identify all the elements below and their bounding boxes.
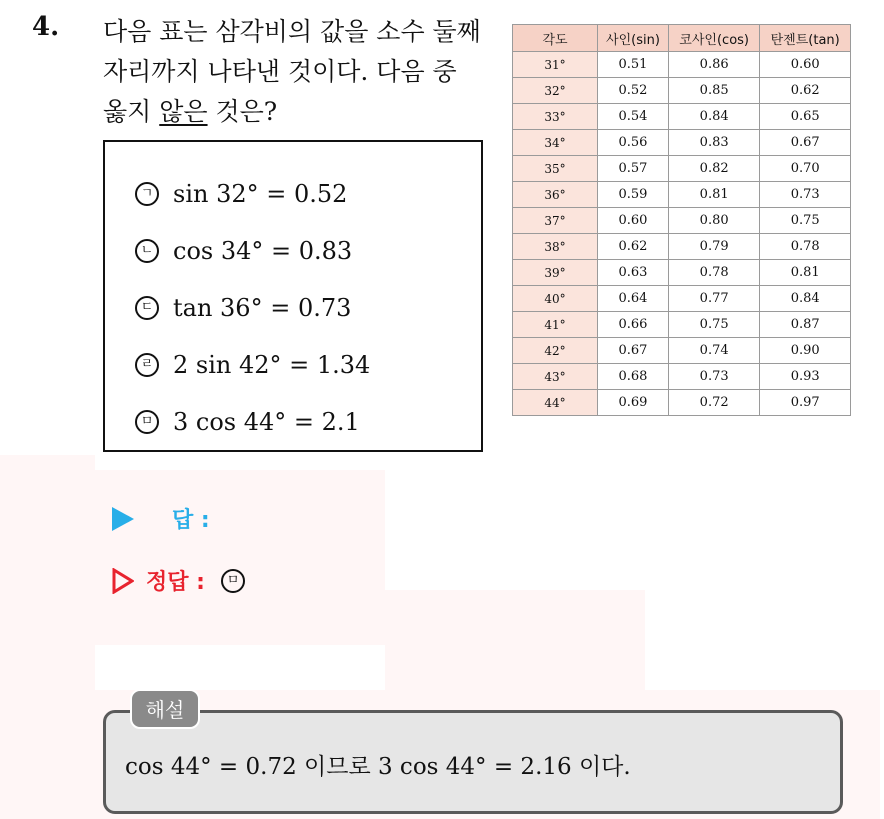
table-row bbox=[513, 130, 851, 156]
cell-sin: 0.52 bbox=[598, 78, 669, 104]
cell-angle: 34° bbox=[513, 130, 598, 156]
header-angle: 각도 bbox=[513, 25, 598, 52]
cell-cos: 0.83 bbox=[668, 130, 759, 156]
table-row bbox=[513, 390, 851, 416]
table-header-row bbox=[513, 25, 851, 52]
cell-tan: 0.73 bbox=[760, 182, 851, 208]
cell-tan: 0.90 bbox=[760, 338, 851, 364]
cell-tan: 0.70 bbox=[760, 156, 851, 182]
cell-angle: 31° bbox=[513, 52, 598, 78]
cell-cos: 0.80 bbox=[668, 208, 759, 234]
cell-sin: 0.64 bbox=[598, 286, 669, 312]
cell-angle: 44° bbox=[513, 390, 598, 416]
cell-tan: 0.65 bbox=[760, 104, 851, 130]
cell-cos: 0.84 bbox=[668, 104, 759, 130]
cell-cos: 0.79 bbox=[668, 234, 759, 260]
trig-table bbox=[512, 24, 851, 416]
cell-sin: 0.57 bbox=[598, 156, 669, 182]
cell-angle: 33° bbox=[513, 104, 598, 130]
cell-cos: 0.75 bbox=[668, 312, 759, 338]
cell-sin: 0.66 bbox=[598, 312, 669, 338]
choice-mark-2: ㄴ bbox=[135, 239, 159, 263]
cell-sin: 0.54 bbox=[598, 104, 669, 130]
cell-tan: 0.97 bbox=[760, 390, 851, 416]
cell-sin: 0.60 bbox=[598, 208, 669, 234]
table-row bbox=[513, 104, 851, 130]
cell-angle: 39° bbox=[513, 260, 598, 286]
choice-4[interactable] bbox=[135, 351, 370, 379]
correct-answer-label: 정답 : bbox=[146, 570, 205, 595]
choice-expr-4: 2 sin 42° = 1.34 bbox=[173, 351, 371, 379]
cell-sin: 0.51 bbox=[598, 52, 669, 78]
cell-tan: 0.62 bbox=[760, 78, 851, 104]
outline-triangle-icon bbox=[112, 568, 134, 594]
cell-cos: 0.73 bbox=[668, 364, 759, 390]
cell-angle: 35° bbox=[513, 156, 598, 182]
choice-mark-5: ㅁ bbox=[135, 410, 159, 434]
choice-1[interactable] bbox=[135, 180, 347, 208]
choice-expr-5: 3 cos 44° = 2.1 bbox=[173, 408, 360, 436]
cell-angle: 41° bbox=[513, 312, 598, 338]
choices-box bbox=[103, 140, 483, 452]
cell-angle: 38° bbox=[513, 234, 598, 260]
cell-cos: 0.72 bbox=[668, 390, 759, 416]
cell-tan: 0.84 bbox=[760, 286, 851, 312]
choice-expr-1: sin 32° = 0.52 bbox=[173, 180, 348, 208]
cell-angle: 43° bbox=[513, 364, 598, 390]
cell-angle: 32° bbox=[513, 78, 598, 104]
cell-cos: 0.81 bbox=[668, 182, 759, 208]
cell-cos: 0.77 bbox=[668, 286, 759, 312]
cell-tan: 0.93 bbox=[760, 364, 851, 390]
table-row bbox=[513, 156, 851, 182]
table-body bbox=[513, 52, 851, 416]
cell-tan: 0.75 bbox=[760, 208, 851, 234]
cell-cos: 0.82 bbox=[668, 156, 759, 182]
play-triangle-icon bbox=[112, 507, 134, 531]
correct-answer-mark: ㅁ bbox=[221, 569, 245, 593]
cell-tan: 0.78 bbox=[760, 234, 851, 260]
cell-cos: 0.74 bbox=[668, 338, 759, 364]
table-row bbox=[513, 182, 851, 208]
cell-tan: 0.81 bbox=[760, 260, 851, 286]
table-row bbox=[513, 234, 851, 260]
cell-sin: 0.69 bbox=[598, 390, 669, 416]
table-row bbox=[513, 208, 851, 234]
cell-angle: 40° bbox=[513, 286, 598, 312]
choice-3[interactable] bbox=[135, 294, 351, 322]
cell-sin: 0.67 bbox=[598, 338, 669, 364]
cell-tan: 0.60 bbox=[760, 52, 851, 78]
cell-sin: 0.62 bbox=[598, 234, 669, 260]
choice-mark-1: ㄱ bbox=[135, 182, 159, 206]
choice-expr-2: cos 34° = 0.83 bbox=[173, 237, 353, 265]
correct-answer-row bbox=[112, 565, 259, 596]
question-text bbox=[103, 12, 498, 132]
choice-expr-3: tan 36° = 0.73 bbox=[173, 294, 352, 322]
header-sin: 사인(sin) bbox=[598, 25, 669, 52]
table-row bbox=[513, 286, 851, 312]
cell-sin: 0.56 bbox=[598, 130, 669, 156]
table-row bbox=[513, 364, 851, 390]
question-number: 4. bbox=[32, 12, 60, 42]
table-row bbox=[513, 312, 851, 338]
answer-row bbox=[112, 503, 210, 534]
cell-tan: 0.67 bbox=[760, 130, 851, 156]
cell-tan: 0.87 bbox=[760, 312, 851, 338]
table-row bbox=[513, 52, 851, 78]
question-line-3 bbox=[103, 92, 498, 132]
cell-angle: 42° bbox=[513, 338, 598, 364]
underlined-word: 않은 bbox=[159, 97, 208, 126]
explanation-tag: 해설 bbox=[130, 689, 200, 729]
table-row bbox=[513, 260, 851, 286]
question-line-3-pre: 옳지 bbox=[103, 97, 160, 126]
cell-angle: 36° bbox=[513, 182, 598, 208]
answer-label: 답 : bbox=[172, 508, 210, 533]
header-cos: 코사인(cos) bbox=[668, 25, 759, 52]
cell-sin: 0.59 bbox=[598, 182, 669, 208]
cell-cos: 0.78 bbox=[668, 260, 759, 286]
choice-2[interactable] bbox=[135, 237, 352, 265]
explanation-text: cos 44° = 0.72 이므로 3 cos 44° = 2.16 이다. bbox=[125, 754, 631, 780]
question-line-2: 자리까지 나타낸 것이다. 다음 중 bbox=[103, 57, 457, 86]
cell-sin: 0.63 bbox=[598, 260, 669, 286]
cell-angle: 37° bbox=[513, 208, 598, 234]
question-line-3-post: 것은? bbox=[207, 97, 278, 126]
cell-sin: 0.68 bbox=[598, 364, 669, 390]
choice-mark-4: ㄹ bbox=[135, 353, 159, 377]
cell-cos: 0.85 bbox=[668, 78, 759, 104]
header-tan: 탄젠트(tan) bbox=[760, 25, 851, 52]
table-row bbox=[513, 338, 851, 364]
question-line-1: 다음 표는 삼각비의 값을 소수 둘째 bbox=[103, 17, 481, 46]
table-row bbox=[513, 78, 851, 104]
cell-cos: 0.86 bbox=[668, 52, 759, 78]
choice-5[interactable] bbox=[135, 408, 360, 436]
choice-mark-3: ㄷ bbox=[135, 296, 159, 320]
